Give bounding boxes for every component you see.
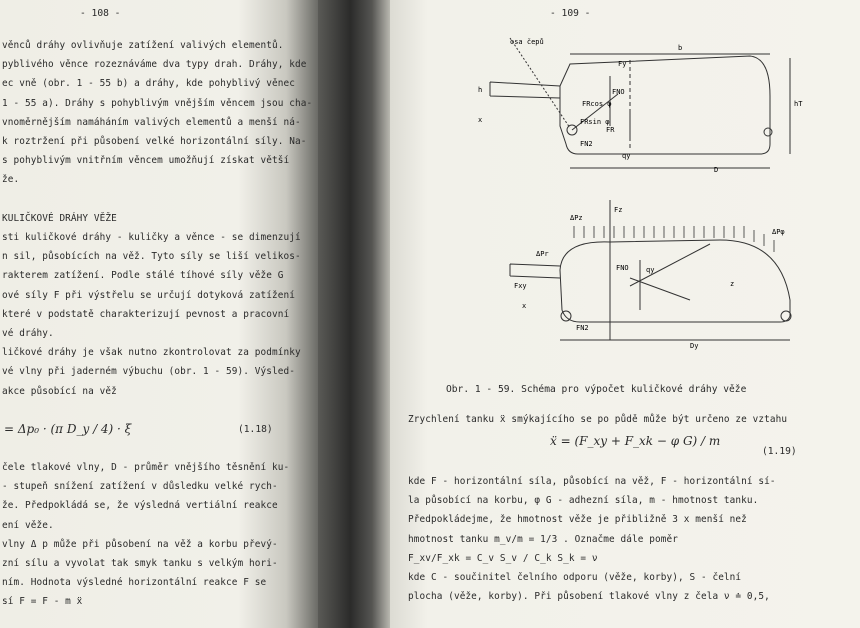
left-page bbox=[0, 0, 318, 628]
text-line: rakterem zatížení. Podle stálé tíhové síly věže G bbox=[2, 270, 284, 282]
text-line: ení věže. bbox=[2, 519, 54, 531]
svg-text:Fy: Fy bbox=[618, 60, 627, 68]
svg-text:qy: qy bbox=[646, 266, 655, 274]
text-line: kde C - součinitel čelního odporu (věže, korby), S - čelní bbox=[408, 572, 742, 583]
figure-1-59-top bbox=[470, 36, 810, 176]
svg-text:z: z bbox=[730, 280, 735, 288]
svg-text:x: x bbox=[522, 302, 527, 310]
text-line: sí F = F - m ẍ bbox=[2, 596, 83, 608]
text-line: věnců dráhy ovlivňuje zatížení valivých elementů. bbox=[2, 40, 284, 51]
svg-text:h: h bbox=[478, 86, 483, 94]
text-line: že. Předpokládá se, že výsledná vertiální reakce bbox=[2, 500, 278, 512]
text-line: zní sílu a vyvolat tak smyk tanku s velkým hori- bbox=[2, 558, 278, 569]
svg-text:ΔPz: ΔPz bbox=[570, 214, 583, 222]
book-spine bbox=[318, 0, 390, 628]
text-line: - stupeň snížení zatížení v důsledku velké rych- bbox=[2, 481, 278, 493]
svg-text:FR: FR bbox=[606, 126, 615, 134]
right-page-number: - 109 - bbox=[550, 8, 591, 19]
text-line: sti kuličkové dráhy - kuličky a věnce - se dimenzují bbox=[2, 232, 301, 243]
equation-1-19-number: (1.19) bbox=[762, 446, 797, 457]
svg-text:FNO: FNO bbox=[616, 264, 629, 272]
text-line: ec vně (obr. 1 - 55 b) a dráhy, kde pohyblivý věnec bbox=[2, 78, 295, 90]
text-line: ním. Hodnota výsledné horizontální reakce F se bbox=[2, 577, 267, 589]
svg-text:Fz: Fz bbox=[614, 206, 623, 214]
text-line: KULIČKOVÉ DRÁHY VĚŽE bbox=[2, 212, 117, 224]
text-line: vé dráhy. bbox=[2, 328, 54, 339]
text-line: které v podstatě charakterizují pevnost a pracovní bbox=[2, 308, 290, 320]
text-line: čele tlakové vlny, D - průměr vnějšího těsnění ku- bbox=[2, 462, 290, 473]
text-line: ličkové dráhy je však nutno zkontrolovat za podmínky bbox=[2, 347, 301, 359]
svg-text:FN2: FN2 bbox=[576, 324, 589, 332]
svg-text:FN2: FN2 bbox=[580, 140, 593, 148]
text-line: n sil, působících na věž. Tyto síly se liší velikos- bbox=[2, 251, 301, 263]
equation-1-18-number: (1.18) bbox=[238, 424, 273, 435]
text-line: s pohyblivým vnitřním věncem umožňují získat větší bbox=[2, 155, 290, 167]
figure-caption: Obr. 1 - 59. Schéma pro výpočet kuličkové dráhy věže bbox=[446, 384, 747, 395]
paragraph-1: Zrychlení tanku ẍ smýkajícího se po půdě může být určeno ze vztahu bbox=[408, 414, 788, 425]
text-line: vnoměrnějším namáháním valivých elementů a menší ná- bbox=[2, 116, 301, 128]
svg-text:FNO: FNO bbox=[612, 88, 625, 96]
svg-text:b: b bbox=[678, 44, 683, 52]
text-line: vé vlny při jaderném výbuchu (obr. 1 - 59). Výsled- bbox=[2, 366, 295, 378]
text-line: Předpokládejme, že hmotnost věže je přibližně 3 x menší než bbox=[408, 514, 747, 526]
svg-text:x: x bbox=[478, 116, 483, 124]
text-line: pyblivého věnce rozeznáváme dva typy drah. Dráhy, kde bbox=[2, 59, 307, 71]
svg-text:Dy: Dy bbox=[690, 342, 699, 350]
text-line: la působící na korbu, φ G - adhezní síla, m - hmotnost tanku. bbox=[408, 495, 759, 507]
svg-text:FRsin φ: FRsin φ bbox=[580, 118, 610, 126]
text-line: že. bbox=[2, 174, 20, 186]
svg-text:D: D bbox=[714, 166, 719, 174]
figure-1-59-bottom bbox=[500, 190, 820, 370]
text-line: vlny Δ p může při působení na věž a korbu převý- bbox=[2, 538, 278, 550]
text-line: ové síly F při výstřelu se určují dotyková zatížení bbox=[2, 289, 295, 301]
svg-text:osa čepů: osa čepů bbox=[510, 38, 544, 46]
svg-text:FRcos φ: FRcos φ bbox=[582, 100, 612, 108]
svg-text:hT: hT bbox=[794, 100, 803, 108]
text-line: plocha (věže, korby). Při působení tlakové vlny z čela ν ≐ 0,5, bbox=[408, 591, 770, 603]
svg-text:qy: qy bbox=[622, 152, 631, 160]
text-line: 1 - 55 a). Dráhy s pohyblivým vnějším věncem jsou cha- bbox=[2, 97, 313, 109]
equation-1-18: = Δp₀ · (π D_y / 4) · ξ bbox=[4, 422, 132, 436]
text-line: kde F - horizontální síla, působící na věž, F - horizontální sí- bbox=[408, 476, 776, 487]
left-page-number: - 108 - bbox=[80, 8, 121, 19]
text-line: F_xv/F_xk = C_v S_v / C_k S_k = ν bbox=[408, 552, 598, 564]
equation-1-19: ẍ = (F_xy + F_xk − φ G) / m bbox=[550, 434, 721, 448]
svg-text:Fxy: Fxy bbox=[514, 282, 527, 290]
right-page bbox=[390, 0, 860, 628]
svg-text:ΔPr: ΔPr bbox=[536, 250, 549, 258]
text-line: hmotnost tanku m_v/m = 1/3 . Označme dále poměr bbox=[408, 533, 678, 545]
text-line: akce působící na věž bbox=[2, 385, 117, 397]
text-line: k roztržení při působení velké horizontální síly. Na- bbox=[2, 136, 307, 147]
svg-text:ΔPφ: ΔPφ bbox=[772, 228, 785, 236]
